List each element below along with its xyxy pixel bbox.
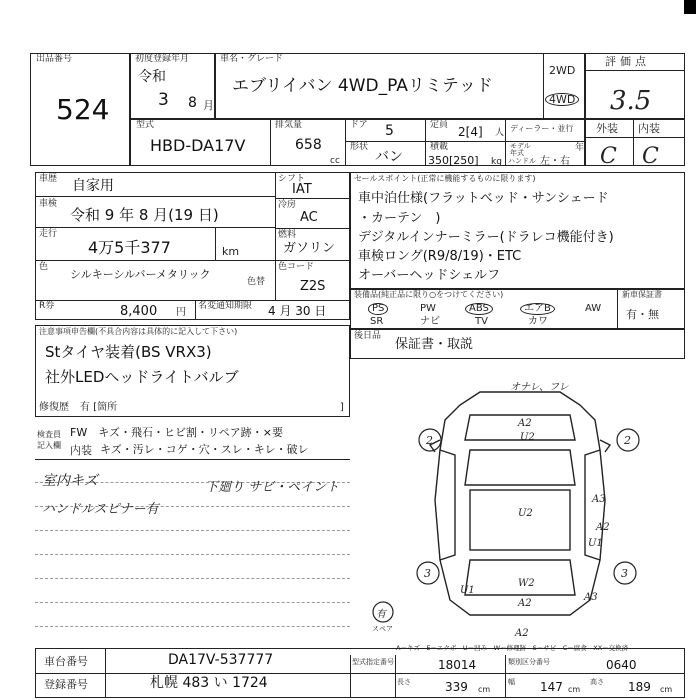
category: 0640 (606, 658, 637, 672)
length-unit: cm (478, 685, 491, 694)
diagram-mark-a2-top: A2 (518, 418, 532, 429)
dealer-label: ディーラー・並行 (510, 124, 574, 133)
height-label: 高さ (590, 678, 604, 686)
load-unit: kg (491, 157, 502, 167)
exterior-grade: C (600, 144, 617, 169)
reg-label: 登録番号 (44, 678, 88, 691)
color-replace-label: 色替 (247, 277, 266, 287)
height: 189 (628, 680, 651, 694)
inspector-note-3: 下廻り サビ・ペイント (205, 480, 340, 495)
month-unit: 月 (203, 99, 214, 112)
ac: AC (300, 210, 318, 225)
height-unit: cm (660, 685, 673, 694)
doors-label: ドア (350, 120, 368, 130)
car-name: エブリイバン 4WD_PAリミテッド (232, 76, 493, 96)
category-label: 類別区分番号 (508, 658, 550, 666)
drive-4wd: 4WD (545, 93, 579, 106)
capacity-unit: 人 (495, 128, 505, 138)
handle-label: ハンドル (508, 157, 536, 165)
reg: 札幌 483 い 1724 (150, 675, 268, 691)
displacement: 658 (295, 137, 322, 153)
interior-label: 内装 (638, 122, 660, 135)
length: 339 (445, 680, 468, 694)
lot-number: 524 (56, 93, 110, 126)
sales-label: セールスポイント(正常に機能するものに限ります) (354, 174, 536, 183)
warranty-label: 新車保証書 (622, 290, 662, 299)
diagram-mark-wheel-fl: 2 (426, 434, 433, 447)
width-label: 幅 (508, 678, 515, 686)
equip-abs: ABS (465, 303, 493, 315)
equip-leather: カワ (528, 316, 548, 327)
notes-label: 注意事項申告欄(不具合内容は具体的に記入して下さい) (39, 327, 238, 336)
repair-end: ] (340, 402, 344, 413)
width-unit: cm (568, 685, 581, 694)
notes-line-1: Stタイヤ装着(BS VRX3) (45, 343, 212, 361)
mileage-label: 走行 (39, 229, 58, 239)
diagram-mark-a3-rear: A3 (584, 592, 598, 603)
inspector-note-2: ハンドルスピナー有 (42, 502, 159, 517)
spare-caption: スペア (372, 625, 393, 633)
equip-sr: SR (370, 316, 384, 327)
inspector-row-2-label: 内装 (70, 444, 92, 457)
equip-aw: AW (585, 303, 602, 314)
history-label: 車歴 (39, 174, 58, 184)
capacity-label: 定員 (430, 120, 449, 130)
warranty: 有・無 (626, 308, 659, 321)
equipment-label: 装備品(純正品に限り○をつけてください) (354, 290, 504, 299)
diagram-mark-w2: W2 (518, 578, 535, 589)
diagram-mark-u2-roof: U2 (518, 508, 533, 519)
diagram-legend: A－キズ E－エクボ U－凹み W－修理跡 S－サビ C－腐食 XX－交換済 (396, 644, 629, 652)
inspector-row-1: FW キズ・飛石・ヒビ割・リペア跡・×要 (70, 426, 283, 439)
model-no-label: 型式指定番号 (352, 658, 394, 666)
load-label: 積載 (430, 142, 449, 152)
color: シルキーシルバーメタリック (70, 268, 211, 281)
shift: IAT (292, 182, 312, 197)
era: 令和 (138, 69, 166, 85)
sales-line-2: ・カーテン ) (358, 211, 441, 226)
equip-ps: PS (368, 303, 388, 315)
diagram-mark-u1-side: U1 (588, 538, 603, 549)
color-code-label: 色コード (278, 262, 315, 272)
ac-label: 冷房 (278, 200, 297, 210)
inspection-label: 車検 (39, 199, 58, 209)
exterior-label: 外装 (596, 122, 618, 135)
score-label: 評価点 (605, 55, 650, 68)
diagram-mark-a2-rear: A2 (518, 598, 532, 609)
score: 3.5 (610, 86, 652, 116)
recycle-unit: 円 (176, 307, 186, 318)
chassis: DA17V-537777 (168, 652, 274, 668)
shape: バン (375, 149, 403, 165)
notes-line-2: 社外LEDヘッドライトバルブ (45, 368, 239, 386)
handle: 左・右 (540, 156, 570, 167)
model-year-label: モデル年式 (510, 142, 531, 157)
mileage: 4万5千377 (88, 238, 171, 257)
width: 147 (540, 680, 563, 694)
lot-label: 出品番号 (36, 54, 73, 64)
color-label: 色 (39, 262, 49, 272)
displacement-unit: cc (330, 156, 340, 166)
diagram-mark-a3-side: A3 (592, 494, 606, 505)
shift-label: シフト (278, 174, 306, 184)
chassis-label: 車台番号 (44, 655, 88, 668)
history: 自家用 (72, 178, 114, 194)
drive-2wd: 2WD (549, 64, 576, 77)
diagram-mark-a2-side: A2 (596, 522, 610, 533)
diagram-mark-u2-top: U2 (520, 432, 535, 443)
load: 350[250] (428, 154, 479, 167)
diagram-mark-wheel-rl: 3 (424, 567, 431, 580)
model: HBD-DA17V (150, 136, 246, 155)
sales-line-3: デジタルインナーミラー(ドラレコ機能付き) (358, 230, 614, 245)
fuel-label: 燃料 (278, 230, 297, 240)
after-sale-label: 後日品 (354, 331, 382, 341)
inspector-row-2: キズ・汚レ・コゲ・穴・スレ・キレ・破レ (100, 443, 309, 456)
repair-label: 修復歴 (39, 402, 69, 413)
diagram-mark-wheel-fr: 2 (624, 434, 631, 447)
tax: 4 月 30 日 (268, 304, 327, 318)
diagram-mark-u1-rear: U1 (460, 585, 475, 596)
color-code: Z2S (300, 279, 326, 294)
diagram-mark-a2-bottom: A2 (515, 628, 529, 639)
tax-label: 名変通知期限 (198, 301, 253, 311)
first-reg-label: 初度登録年月 (135, 54, 190, 64)
reg-year: 3 (158, 90, 169, 110)
interior-grade: C (642, 144, 659, 169)
corner-mark (684, 0, 696, 14)
recycle: 8,400 (120, 304, 158, 319)
equip-airbag: エアB (520, 303, 555, 315)
capacity: 2[4] (458, 125, 483, 139)
model-label: 型式 (136, 120, 155, 130)
shape-label: 形状 (350, 142, 369, 152)
doors: 5 (385, 123, 394, 139)
reg-month: 8 (188, 95, 197, 111)
mileage-unit: km (222, 245, 240, 258)
inspector-label: 検査員記入欄 (37, 430, 61, 451)
diagram-top-note: オナレ、フレ (510, 382, 569, 393)
inspector-note-1: 室内キズ (42, 473, 98, 489)
equip-navi: ナビ (420, 316, 440, 327)
sales-line-5: オーバーヘッドシェルフ (358, 268, 501, 283)
after-sale-value: 保証書・取説 (395, 337, 474, 352)
length-label: 長さ (397, 678, 411, 686)
inspection: 令和 9 年 8 月(19 日) (70, 206, 219, 224)
fuel: ガソリン (283, 241, 336, 256)
repair: 有 [箇所 (80, 402, 118, 413)
model-no: 18014 (438, 658, 477, 672)
displacement-label: 排気量 (275, 120, 303, 130)
car-name-label: 車名・グレード (220, 54, 284, 64)
equip-pw: PW (420, 303, 436, 314)
sales-line-4: 車検ロング(R9/8/19)・ETC (358, 249, 522, 264)
spare-label: 有 (376, 609, 386, 620)
equip-tv: TV (475, 316, 488, 327)
recycle-label: R券 (39, 301, 55, 311)
diagram-mark-wheel-rr: 3 (621, 567, 628, 580)
sales-line-1: 車中泊仕様(フラットベッド・サンシェード (358, 191, 609, 206)
year-suffix: 年 (575, 143, 585, 153)
